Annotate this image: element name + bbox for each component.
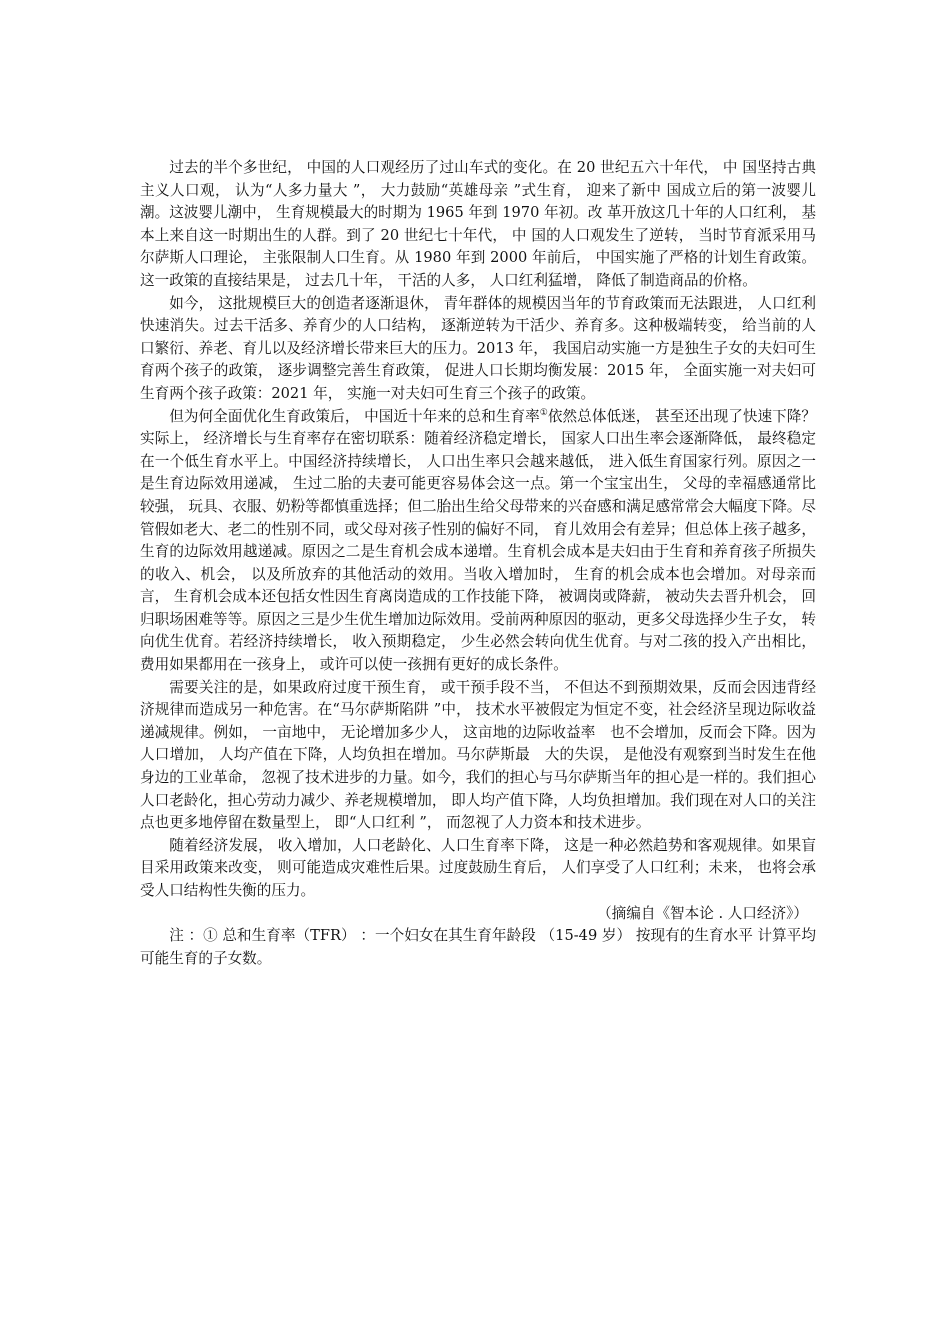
paragraph-1: 过去的半个多世纪， 中国的人口观经历了过山车式的变化。在 20 世纪五六十年代， 中 国坚持古典主义人口观， 认为“人多力量大 ”， 大力鼓励“英雄母亲 ”式生育， 迎来了新中 国成立后的第一波婴儿潮。这波婴儿潮中， 生育规模最大的时期为 1965 年到 1970 年初。改 革开放这几十年的人口红利， 基本上来自这一时期出生的人群。到了 20 世纪七十年代， 中 国的人口观发生了逆转， 当时节育派采用马尔萨斯人口理论， 主张限制人口生育。从 1980 年到 2000 年前后， 中国实施了严格的计划生育政策。这一政策的直接结果是， 过去几十年， 干活的人多， 人口红利猛增， 降低了制造商品的价格。 [140,159,816,289]
paragraph-3-text-before: 但为何全面优化生育政策后， 中国近十年来的总和生育率 [169,407,540,425]
paragraph-2: 如今， 这批规模巨大的创造者逐渐退休， 青年群体的规模因当年的节育政策而无法跟进， 人口红利快速消失。过去干活多、养育少的人口结构， 逐渐逆转为干活少、养育多。这种极端转变， 给当前的人口繁衍、养老、育儿以及经济增长带来巨大的压力。2013 年， 我国启动实施一方是独生子女的夫妇可生育两个孩子的政策， 逐步调整完善生育政策， 促进人口长期均衡发展：2015 年， 全面实施一对夫妇可生育两个孩子政策：2021 年， 实施一对夫妇可生育三个孩子的政策。 [140,294,816,402]
footnote: 注 ：① 总和生育率（TFR） ：一个妇女在其生育年龄段 （15-49 岁） 按现有的生育水平 计算平均可能生育的子女数。 [140,927,816,967]
article [140,157,816,970]
paragraph-4: 需要关注的是，如果政府过度干预生育， 或干预手段不当， 不但达不到预期效果，反而会因违背经济规律而造成另一种危害。在“马尔萨斯陷阱 ”中， 技术水平被假定为恒定不变，社会经济呈现边际收益递减规律。例如， 一亩地中， 无论增加多少人， 这亩地的边际收益率 也不会增加，反而会下降。因为人口增加， 人均产值在下降，人均负担在增加。马尔萨斯最 大的失误， 是他没有观察到当时发生在他身边的工业革命， 忽视了技术进步的力量。如今，我们的担心与马尔萨斯当年的担心是一样的。我们担心人口老龄化，担心劳动力减少、养老规模增加， 即人均产值下降，人均负担增加。我们现在对人口的关注点也更多地停留在数量型上， 即“人口红利 ”， 而忽视了人力资本和技术进步。 [140,678,816,832]
paragraph-3-text-after: 依然总体低迷， 甚至还出现了快速下降？实际上， 经济增长与生育率存在密切联系：随着经济稳定增长， 国家人口出生率会逐渐降低， 最终稳定在一个低生育水平上。中国经济持续增长， 人口出生率只会越来越低， 进入低生育国家行列。原因之一是生育边际效用递减， 生过二胎的夫妻可能更容易体会这一点。第一个宝宝出生， 父母的幸福感通常比较强， 玩具、衣服、奶粉等都慎重选择；但二胎出生给父母带来的兴奋感和满足感常常会大幅度下降。尽管假如老大、老二的性别不同，或父母对孩子性别的偏好不同， 育儿效用会有差异；但总体上孩子越多， 生育的边际效用越递减。原因之二是生育机会成本递增。生育机会成本是夫妇由于生育和养育孩子所损失的收入、机会， 以及所放弃的其他活动的效用。当收入增加时， 生育的机会成本也会增加。对母亲而言， 生育机会成本还包括女性因生育离岗造成的工作技能下降， 被调岗或降薪， 被动失去晋升机会， 回归职场困难等等。原因之三是少生优生增加边际效用。受前两种原因的驱动，更多父母选择少生子女， 转向优生优育。若经济持续增长， 收入预期稳定， 少生必然会转向优生优育。与对二孩的投入产出相比， 费用如果都用在一孩身上， 或许可以使一孩拥有更好的成长条件。 [140,407,816,674]
source-citation: （摘编自《智本论 . 人口经济》） [597,904,808,922]
footnote-marker: ① [539,407,548,418]
paragraph-5: 随着经济发展， 收入增加，人口老龄化、人口生育率下降， 这是一种必然趋势和客观规律。如果盲目采用政策来改变， 则可能造成灾难性后果。过度鼓励生育后， 人们享受了人口红利；未来， 也将会承受人口结构性失衡的压力。 [140,836,816,899]
paragraph-3 [140,406,816,677]
